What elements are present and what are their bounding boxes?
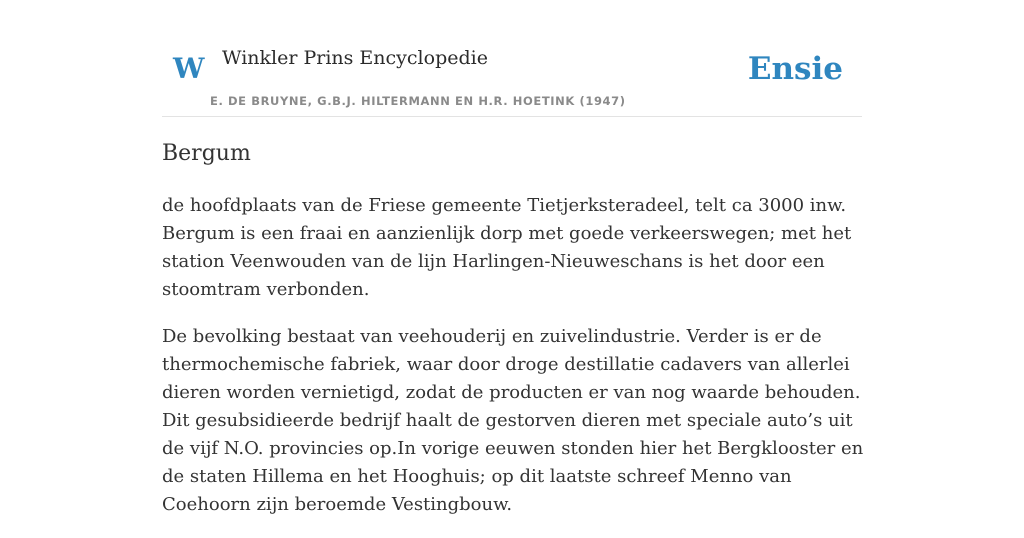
entry-content bbox=[162, 192, 867, 538]
site-header bbox=[162, 0, 862, 117]
entry-title: Bergum bbox=[162, 141, 251, 166]
authors-line: E. DE BRUYNE, G.B.J. HILTERMANN EN H.R. HOETINK (1947) bbox=[210, 94, 626, 108]
paragraph: De bevolking bestaat van veehouderij en zuivelindustrie. Verder is er de thermochemische fabriek, waar door droge destillatie cadavers van allerlei dieren worden vernietigd, zodat de producten er van nog waarde behouden. Dit gesubsidieerde bedrijf haalt de gestorven dieren met speciale auto’s uit de vijf N.O. provincies op.In vorige eeuwen stonden hier het Bergklooster en de staten Hillema en het Hooghuis; op dit laatste schreef Menno van Coehoorn zijn beroemde Vestingbouw. bbox=[162, 326, 864, 515]
site-logo[interactable]: W bbox=[173, 52, 205, 85]
brand-logo[interactable]: Ensie bbox=[747, 51, 843, 87]
site-title[interactable]: Winkler Prins Encyclopedie bbox=[222, 47, 488, 69]
paragraph: de hoofdplaats van de Friese gemeente Tietjerksteradeel, telt ca 3000 inw. Bergum is een fraai en aanzienlijk dorp met goede verkeerswegen; met het station Veenwouden van de lijn Harlingen-Nieuweschans is het door een stoomtram verbonden. bbox=[162, 195, 852, 300]
